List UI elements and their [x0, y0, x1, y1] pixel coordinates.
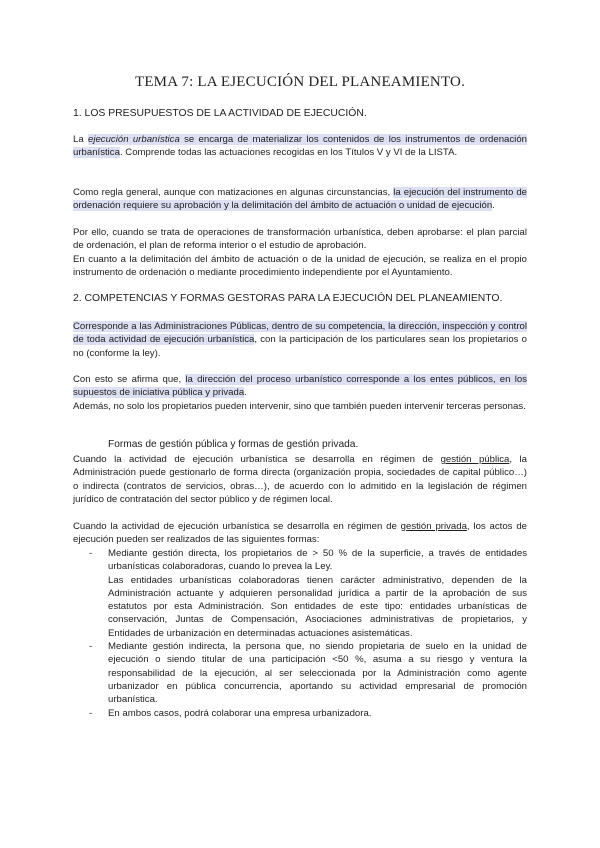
page-title: TEMA 7: LA EJECUCIÓN DEL PLANEAMIENTO. [134, 74, 466, 90]
list-item-text: Las entidades urbanísticas colaboradoras tienen carácter administrativo, dependen de la Administración actuante y adquieren personalidad jurídica a partir de la aprobación de sus estatutos por esta Administración. Son entidades de este tipo: entidades urbanísticas de conservación, Juntas de Compensación, Asociaciones administrativas de propietarios, y Entidades de urbanización en determinadas actuaciones asistemáticas. [108, 574, 527, 639]
section-2-paragraph-3: Además, no solo los propietarios pueden intervenir, sino que también pueden intervenir terceras personas. [73, 401, 526, 412]
list-item [73, 707, 527, 720]
section-2-paragraph-2 [73, 373, 527, 400]
list-item-text: Mediante gestión indirecta, la persona que, no siendo propietaria de suelo en la unidad de ejecución o siendo titular de una participación <50 %, asuma a su riesgo y ventura la responsabilidad de la ejecución, al ser seleccionada por la Administración como agente urbanizador en pública concurrencia, aportando su actividad empresarial de promoción urbanística. [108, 641, 527, 706]
list-item [73, 547, 527, 640]
underlined-term: gestión pública [440, 454, 510, 465]
list-item-text: En ambos casos, podrá colaborar una empresa urbanizadora. [108, 707, 372, 719]
text-run: La [73, 134, 88, 145]
section-2-paragraph-5 [73, 520, 527, 547]
section-1-paragraph-4: En cuanto a la delimitación del ámbito de actuación o de la unidad de ejecución, se realiza en el propio instrumento de ordenación o mediante procedimiento independiente por el Ayuntamiento. [73, 254, 527, 279]
section-1-paragraph-1 [73, 133, 527, 160]
text-run: Con esto se afirma que, [73, 374, 186, 385]
list-item [73, 640, 527, 706]
text-run: Cuando la actividad de ejecución urbanística se desarrolla en régimen de [73, 454, 441, 465]
highlighted-text: la ejecución del instrumento de ordenación requiere su aprobación y la delimitación del ámbito de actuación o unidad de ejecución [73, 187, 528, 212]
text-run: . Comprende todas las actuaciones recogidas en los Títulos V y VI de la LISTA. [119, 147, 458, 159]
section-2-paragraph-4 [73, 453, 527, 506]
highlighted-text: Corresponde a las Administraciones Públicas, dentro de su competencia, la dirección, inspección y control de toda actividad de ejecución urbanística [73, 321, 527, 346]
section-2-paragraph-1 [73, 320, 527, 360]
list-item-text: Mediante gestión directa, los propietarios de > 50 % de la superficie, a través de entidades urbanísticas colaboradoras, cuando lo prevea la Ley. [108, 548, 527, 573]
subheading: Formas de gestión pública y formas de gestión privada. [108, 439, 359, 450]
text-run: Cuando la actividad de ejecución urbanística se desarrolla en régimen de [73, 521, 401, 532]
bullet-dash: - [89, 548, 93, 559]
underlined-term: gestión privada [400, 521, 467, 532]
forms-list [73, 547, 527, 720]
section-1-paragraph-2 [73, 186, 527, 213]
bullet-dash: - [89, 707, 93, 719]
highlighted-text: se encarga de materializar los contenidos de los instrumentos de ordenación urbanística [73, 134, 527, 159]
section-1-paragraph-3: Por ello, cuando se trata de operaciones de transformación urbanística, deben aprobarse: el plan parcial de ordenación, el plan de reforma interior o el estudio de aprobación. [73, 227, 527, 252]
section-2-heading: 2. COMPETENCIAS Y FORMAS GESTORAS PARA LA EJECUCIÓN DEL PLANEAMIENTO. [73, 293, 503, 304]
text-run: , con la participación de los particulares sean los propietarios o no (conforme la ley). [73, 334, 527, 359]
highlighted-text: la dirección del proceso urbanístico corresponde a los entes públicos, en los supuestos de iniciativa pública y privada [73, 374, 527, 399]
highlighted-term: ejecución urbanística [88, 134, 180, 145]
text-run: . [244, 387, 247, 399]
text-run: , los actos de ejecución pueden ser realizados de las siguientes formas: [73, 521, 527, 546]
section-1-heading: 1. LOS PRESUPUESTOS DE LA ACTIVIDAD DE EJECUCIÓN. [73, 108, 367, 119]
text-run: . [492, 200, 495, 212]
bullet-dash: - [89, 641, 93, 653]
text-run: Como regla general, aunque con matizaciones en algunas circunstancias, [73, 187, 394, 198]
text-run: , la Administración puede gestionarlo de forma directa (organización propia, sociedades de capital público…) o indirecta (contratos de servicios, obras…), de acuerdo con lo admitido en la legislación de régimen jurídico de contratación del sector público y de régimen local. [73, 454, 527, 505]
